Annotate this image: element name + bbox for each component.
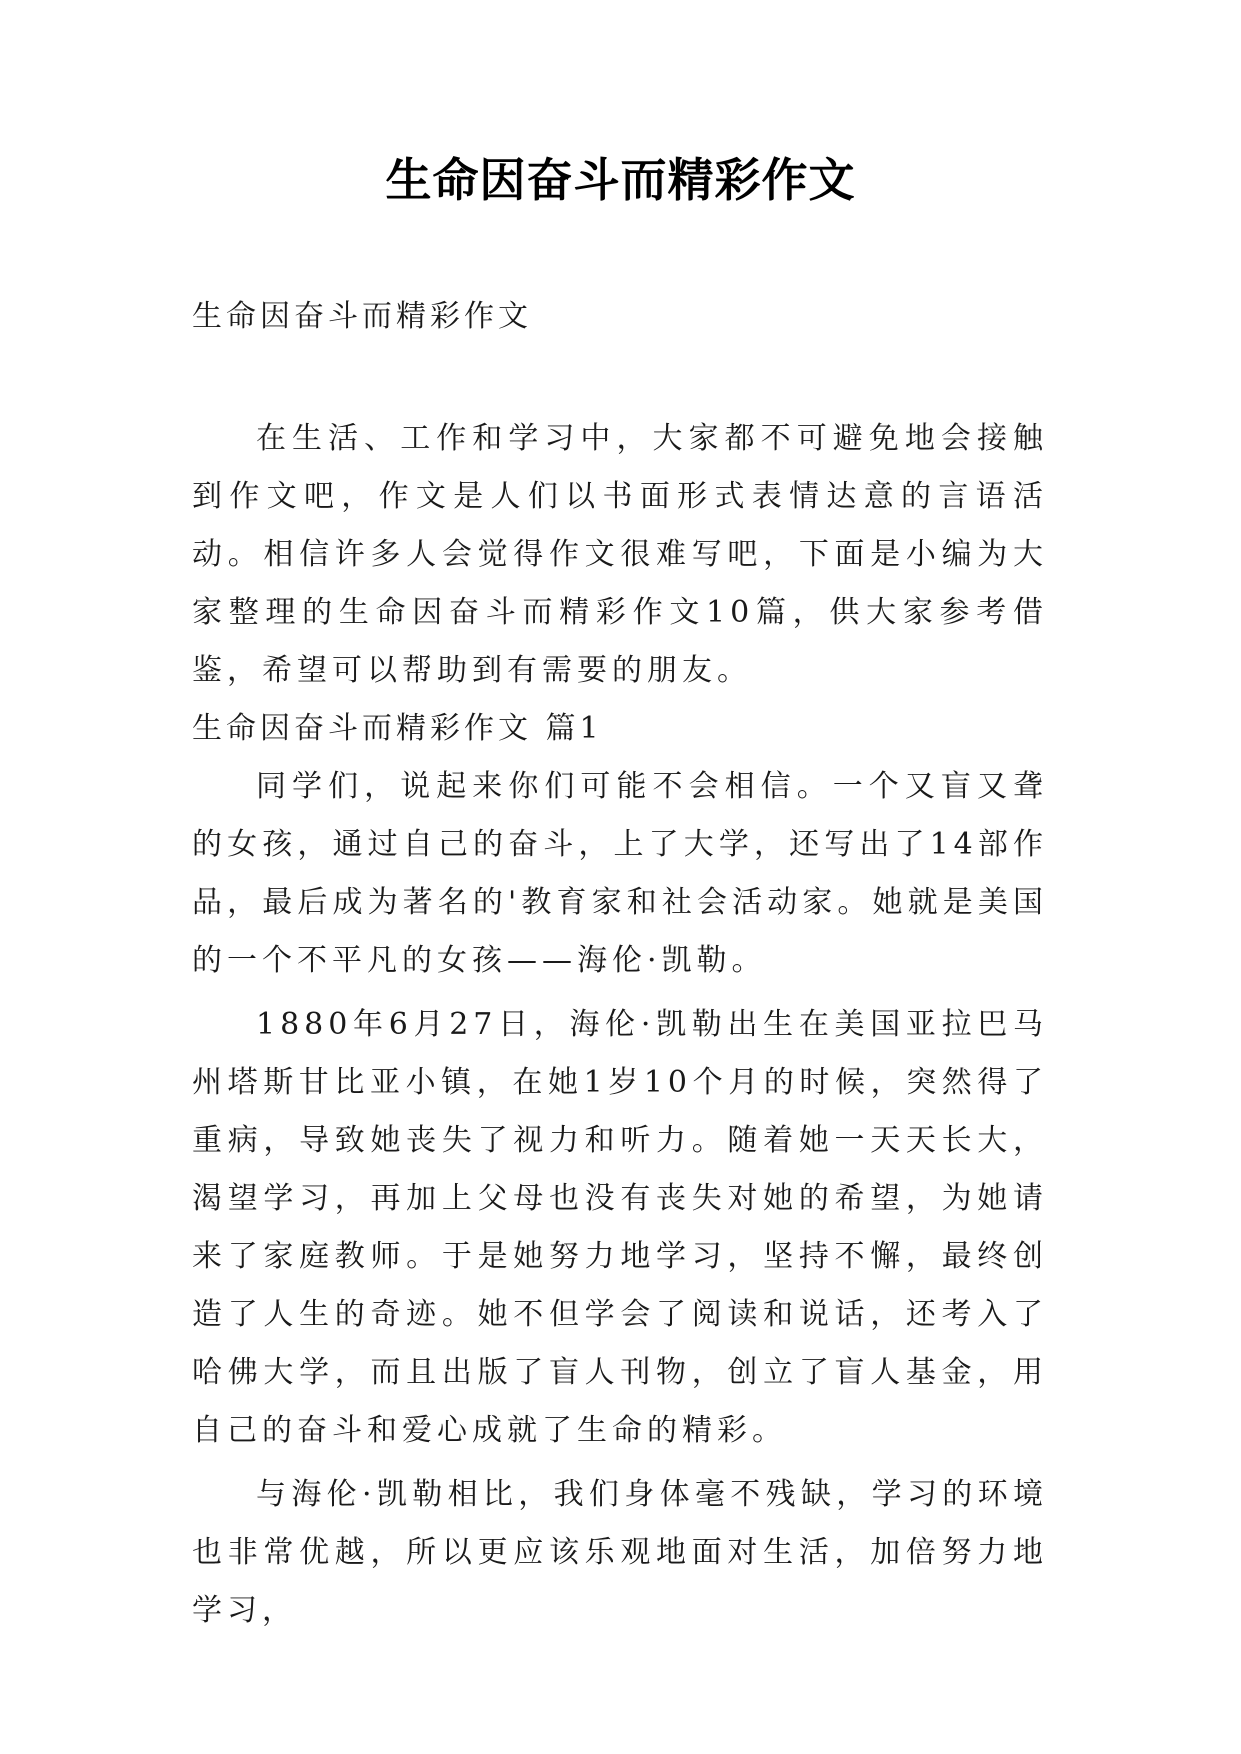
body-paragraph: 与海伦·凯勒相比，我们身体毫不残缺，学习的环境也非常优越，所以更应该乐观地面对生活，加倍努力地学习， <box>192 1477 1048 1628</box>
document-subtitle: 生命因奋斗而精彩作文 <box>192 299 532 334</box>
body-paragraph: 同学们，说起来你们可能不会相信。一个又盲又聋的女孩，通过自己的奋斗，上了大学，还写出了14部作品，最后成为著名的'教育家和社会活动家。她就是美国的一个不平凡的女孩——海伦·凯勒。 <box>192 769 1048 978</box>
intro-paragraph: 在生活、工作和学习中，大家都不可避免地会接触到作文吧，作文是人们以书面形式表情达意的言语活动。相信许多人会觉得作文很难写吧，下面是小编为大家整理的生命因奋斗而精彩作文10篇，供大家参考借鉴，希望可以帮助到有需要的朋友。 <box>192 421 1048 688</box>
document-body <box>192 288 1048 1640</box>
document-title: 生命因奋斗而精彩作文 <box>385 153 856 207</box>
section-heading: 生命因奋斗而精彩作文 篇1 <box>192 711 603 746</box>
body-paragraph: 1880年6月27日，海伦·凯勒出生在美国亚拉巴马州塔斯甘比亚小镇，在她1岁10个月的时候，突然得了重病，导致她丧失了视力和听力。随着她一天天长大，渴望学习，再加上父母也没有丧失对她的希望，为她请来了家庭教师。于是她努力地学习，坚持不懈，最终创造了人生的奇迹。她不但学会了阅读和说话，还考入了哈佛大学，而且出版了盲人刊物，创立了盲人基金，用自己的奋斗和爱心成就了生命的精彩。 <box>192 1007 1048 1448</box>
